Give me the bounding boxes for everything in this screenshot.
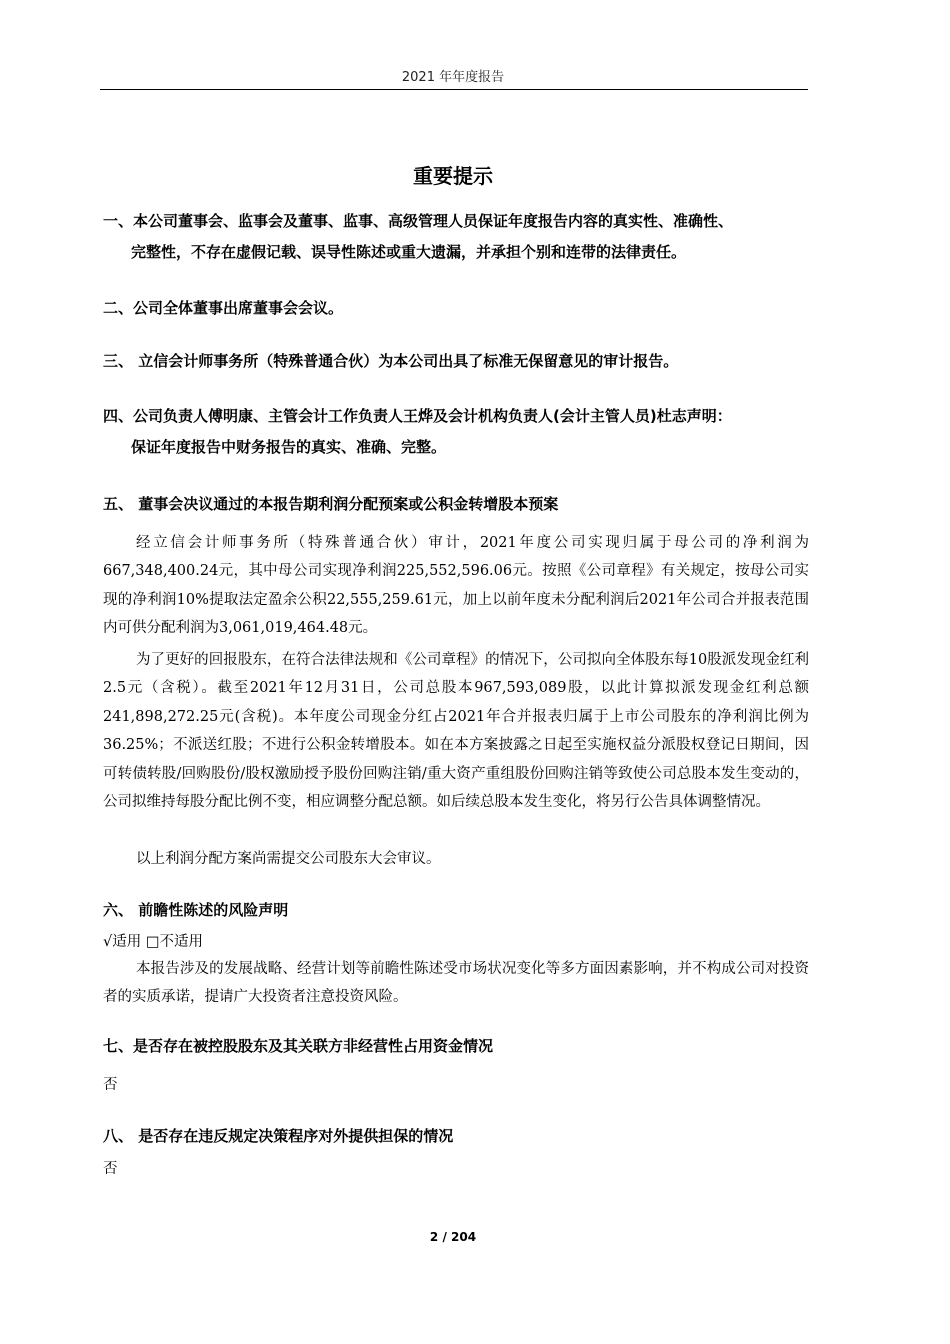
page-title: 重要提示 bbox=[413, 164, 493, 188]
item-1 bbox=[103, 206, 813, 268]
item-4 bbox=[103, 401, 813, 463]
item-1-line-2: 完整性，不存在虚假记载、误导性陈述或重大遗漏，并承担个别和连带的法律责任。 bbox=[131, 243, 687, 261]
item-4-line-1: 四、公司负责人傅明康、主管会计工作负责人王烨及会计机构负责人(会计主管人员)杜志声明： bbox=[103, 407, 732, 425]
page-number: 2 / 204 bbox=[429, 1230, 477, 1244]
running-header: 2021 年年度报告 bbox=[401, 70, 505, 85]
item-5-paragraph-2: 为了更好的回报股东，在符合法律法规和《公司章程》的情况下，公司拟向全体股东每10股派发现金红利2.5元（含税）。截至2021年12月31日，公司总股本967,593,089股，以此计算拟派发现金红利总额241,898,272.25元(含税)。本年度公司现金分红占2021年合并报表归属于上市公司股东的净利润比例为36.25%；不派送红股；不进行公积金转增股本。如在本方案披露之日起至实施权益分派股权登记日期间，因可转债转股/回购股份/股权激励授予股份回购注销/重大资产重组股份回购注销等致使公司总股本发生变动的，公司拟维持每股分配比例不变，相应调整分配总额。如后续总股本发生变化，将另行公告具体调整情况。 bbox=[103, 652, 809, 811]
item-4-line-2: 保证年度报告中财务报告的真实、准确、完整。 bbox=[131, 438, 447, 456]
item-2: 二、公司全体董事出席董事会会议。 bbox=[103, 299, 344, 317]
item-8-heading: 八、 是否存在违反规定决策程序对外提供担保的情况 bbox=[103, 1127, 454, 1145]
item-6-paragraph: 本报告涉及的发展战略、经营计划等前瞻性陈述受市场状况变化等多方面因素影响，并不构成公司对投资者的实质承诺，提请广大投资者注意投资风险。 bbox=[103, 961, 809, 1006]
item-8-answer: 否 bbox=[103, 1161, 118, 1177]
item-5-paragraph-3: 以上利润分配方案尚需提交公司股东大会审议。 bbox=[136, 851, 441, 867]
item-5-heading: 五、 董事会决议通过的本报告期利润分配预案或公积金转增股本预案 bbox=[103, 495, 559, 513]
item-7-answer: 否 bbox=[103, 1077, 118, 1093]
item-6-heading: 六、 前瞻性陈述的风险声明 bbox=[103, 901, 289, 919]
item-5-paragraph-1: 经立信会计师事务所（特殊普通合伙）审计，2021年度公司实现归属于母公司的净利润为667,348,400.24元，其中母公司实现净利润225,552,596.06元。按照《公司章程》有关规定，按母公司实现的净利润10%提取法定盈余公积22,555,259.61元，加上以前年度未分配利润后2021年公司合并报表范围内可供分配利润为3,061,019,464.48元。 bbox=[103, 535, 809, 637]
item-1-line-1: 一、本公司董事会、监事会及董事、监事、高级管理人员保证年度报告内容的真实性、准确性、 bbox=[103, 212, 734, 230]
header-divider bbox=[100, 89, 808, 90]
item-3: 三、 立信会计师事务所（特殊普通合伙）为本公司出具了标准无保留意见的审计报告。 bbox=[103, 352, 679, 370]
applicability-checkbox: √适用 □不适用 bbox=[103, 934, 204, 950]
item-7-heading: 七、是否存在被控股股东及其关联方非经营性占用资金情况 bbox=[103, 1037, 494, 1055]
